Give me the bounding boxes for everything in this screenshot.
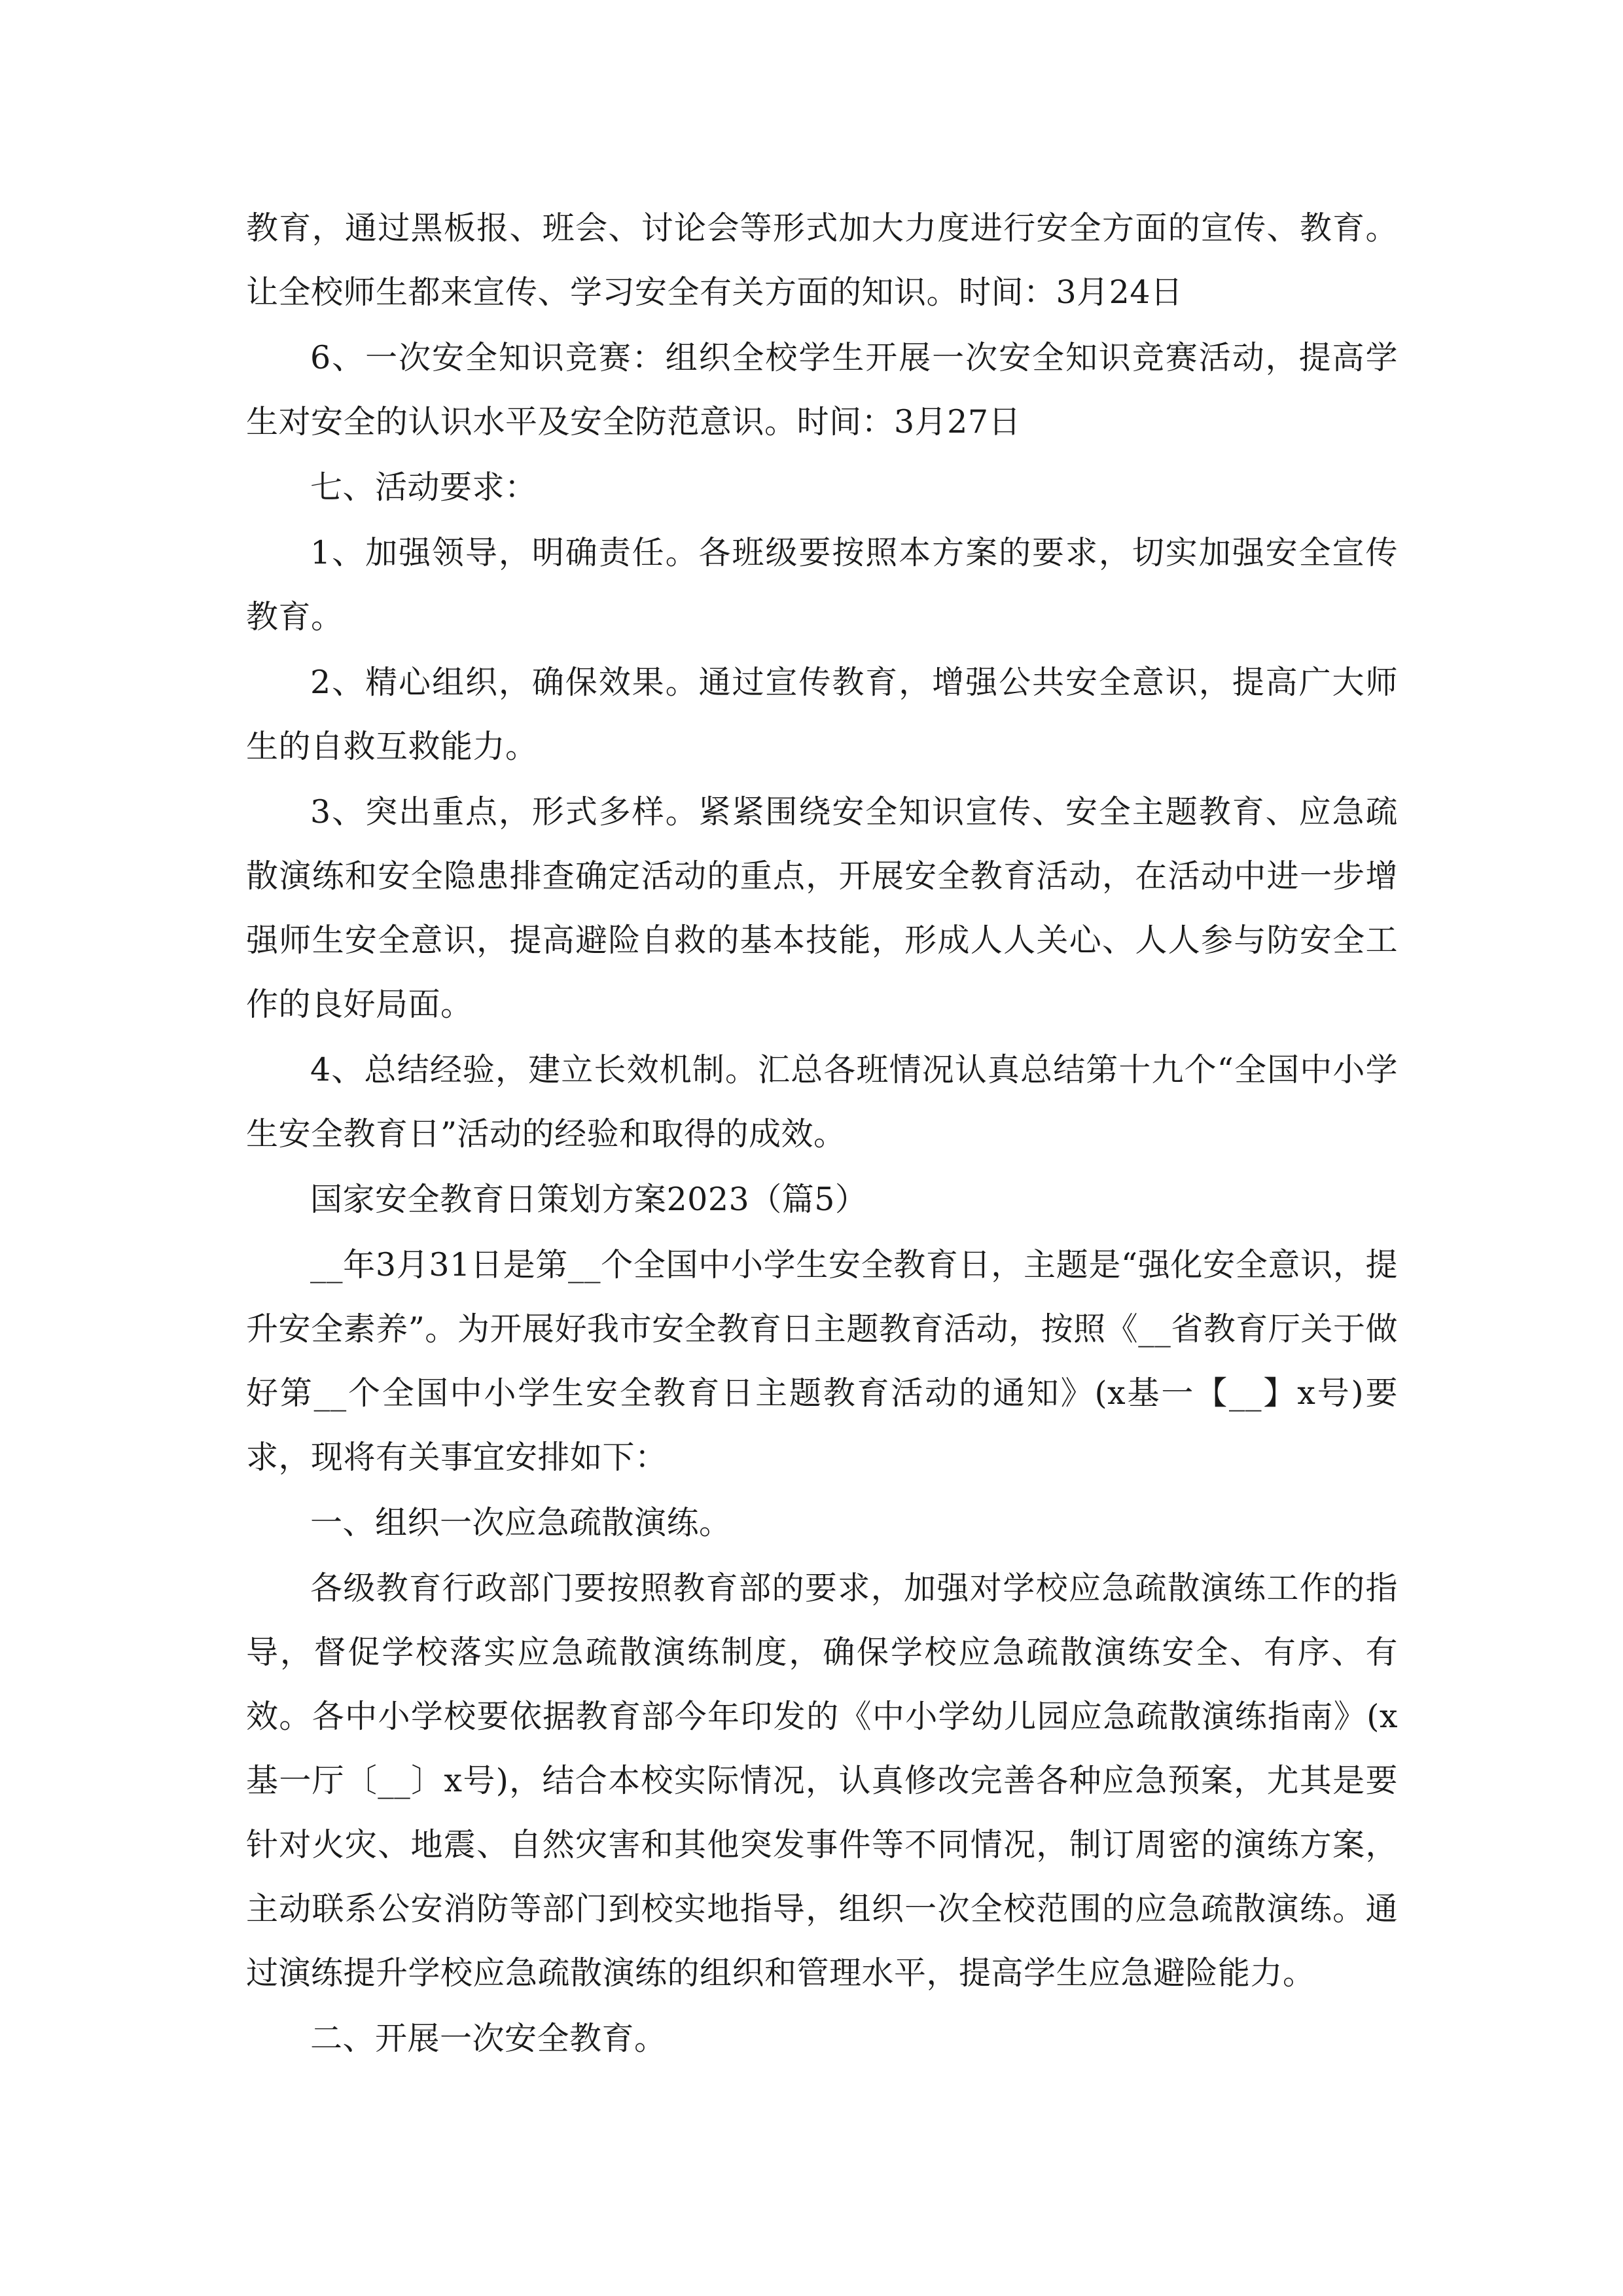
paragraph-continued-education: 教育，通过黑板报、班会、讨论会等形式加大力度进行安全方面的宣传、教育。让全校师生都来宣传、学习安全有关方面的知识。时间：3月24日 [246, 209, 1398, 311]
paragraph-requirement-4: 4、总结经验，建立长效机制。汇总各班情况认真总结第十九个“全国中小学生安全教育日”活动的经验和取得的成效。 [246, 1051, 1398, 1153]
section-heading-evacuation-drill: 一、组织一次应急疏散演练。 [310, 1504, 732, 1541]
paragraph-requirement-2: 2、精心组织，确保效果。通过宣传教育，增强公共安全意识，提高广大师生的自救互救能力。 [246, 664, 1398, 765]
section-heading-safety-education: 二、开展一次安全教育。 [310, 2020, 667, 2057]
document-page [246, 196, 1398, 2072]
paragraph-item-6-knowledge-contest: 6、一次安全知识竞赛：组织全校学生开展一次安全知识竞赛活动，提高学生对安全的认识水平及安全防范意识。时间：3月27日 [246, 339, 1398, 440]
section-heading-requirements: 七、活动要求： [310, 469, 537, 506]
paragraph-requirement-1: 1、加强领导，明确责任。各班级要按照本方案的要求，切实加强安全宣传教育。 [246, 534, 1398, 636]
paragraph-evacuation-drill: 各级教育行政部门要按照教育部的要求，加强对学校应急疏散演练工作的指导，督促学校落实应急疏散演练制度，确保学校应急疏散演练安全、有序、有效。各中小学校要依据教育部今年印发的《中小学幼儿园应急疏散演练指南》(x基一厅〔__〕x号)，结合本校实际情况，认真修改完善各种应急预案，尤其是要针对火灾、地震、自然灾害和其他突发事件等不同情况，制订周密的演练方案，主动联系公安消防等部门到校实地指导，组织一次全校范围的应急疏散演练。通过演练提升学校应急疏散演练的组织和管理水平，提高学生应急避险能力。 [246, 1570, 1398, 1992]
article-title-part-5: 国家安全教育日策划方案2023（篇5） [310, 1181, 868, 1218]
paragraph-intro: __年3月31日是第__个全国中小学生安全教育日，主题是“强化安全意识，提升安全素养”。为开展好我市安全教育日主题教育活动，按照《__省教育厅关于做好第__个全国中小学生安全教育日主题教育活动的通知》(x基一【__】x号)要求，现将有关事宜安排如下： [246, 1246, 1398, 1476]
paragraph-requirement-3: 3、突出重点，形式多样。紧紧围绕安全知识宣传、安全主题教育、应急疏散演练和安全隐患排查确定活动的重点，开展安全教育活动，在活动中进一步增强师生安全意识，提高避险自救的基本技能，形成人人关心、人人参与防安全工作的良好局面。 [246, 793, 1398, 1023]
